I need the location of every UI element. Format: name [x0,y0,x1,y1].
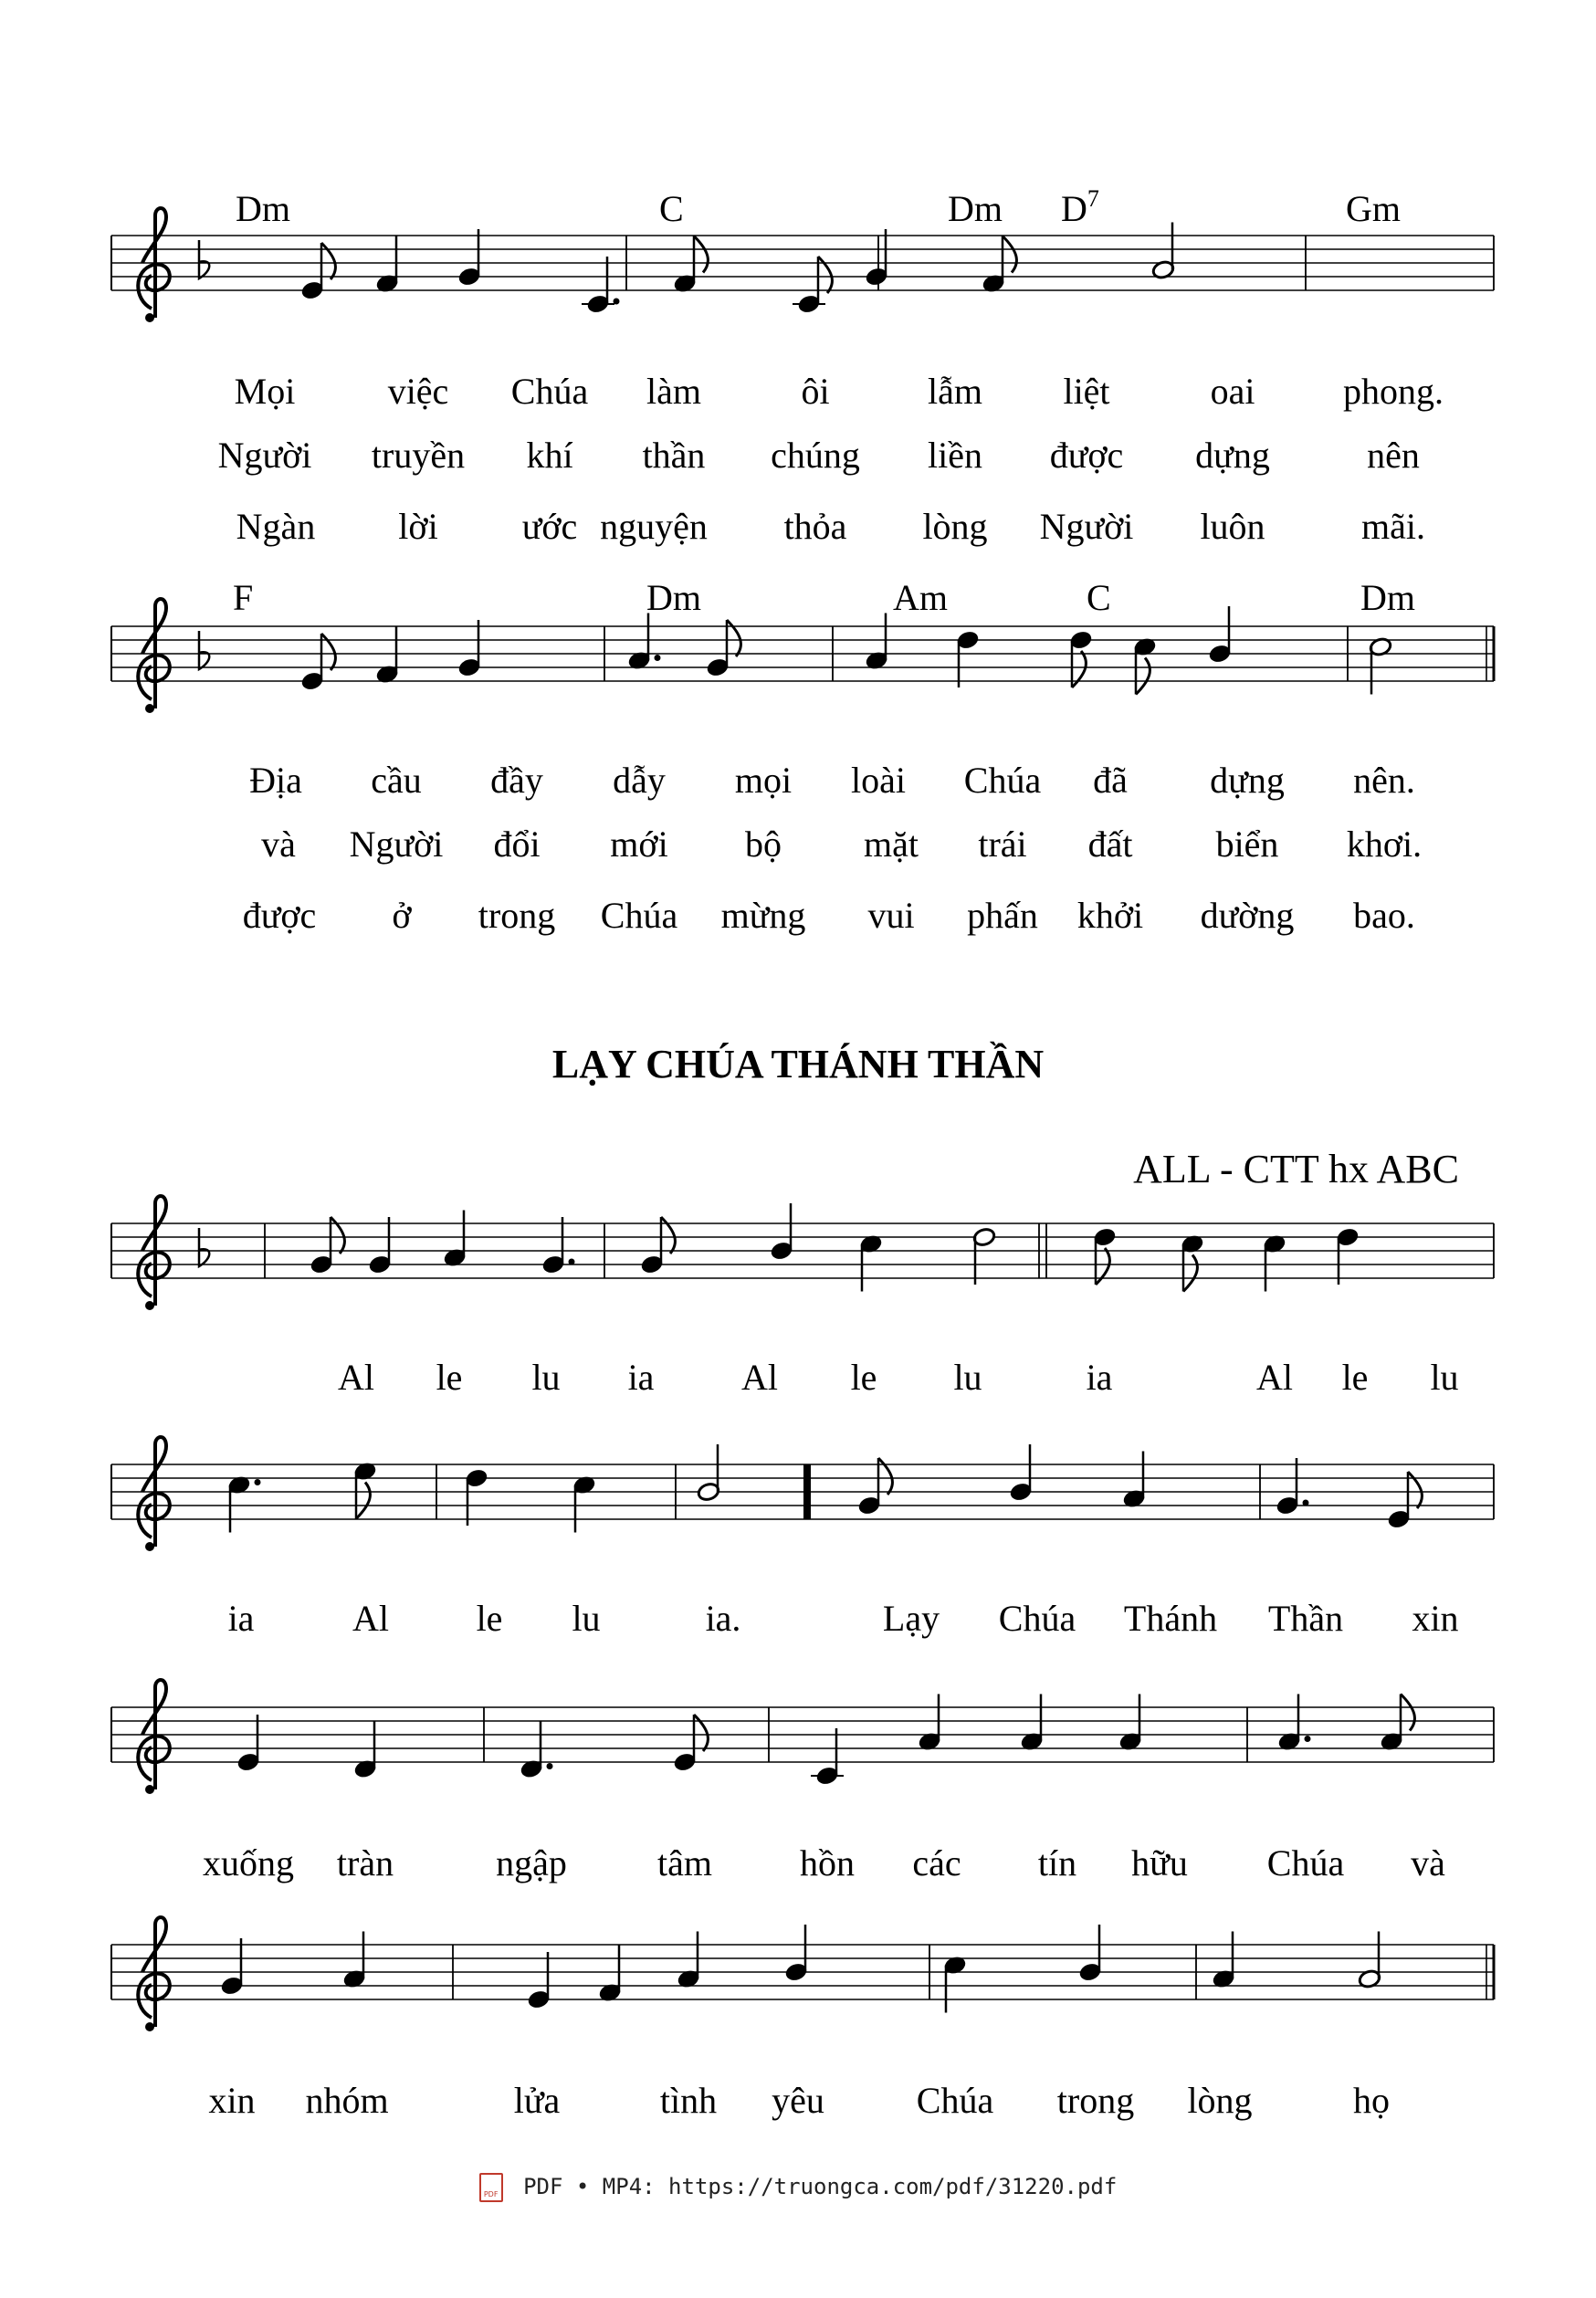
lyric-word: lẫm [928,371,982,412]
lyric-word: Lạy [882,1598,940,1639]
note-flag [321,243,335,279]
lyric-word: mừng [720,895,806,936]
note-flag [1183,1255,1197,1292]
treble-clef-dot [145,313,154,322]
flat-sign-icon [199,631,209,669]
lyric-word: khí [526,435,573,476]
lyric-word: được [242,895,317,936]
note-flag [331,1217,344,1254]
lyric-word: xin [208,2080,256,2121]
lyric-word: le [436,1357,463,1398]
lyric-word: nhóm [305,2080,389,2121]
lyric-word: Chúa [600,895,678,936]
staff-system-6 [111,1917,1494,2121]
lyric-word: tình [659,2080,718,2121]
lyric-word: Chúa [963,760,1042,801]
lyric-word: mãi. [1361,506,1425,547]
lyric-word: cầu [371,760,422,801]
note-flag [1072,651,1086,687]
staff-system-4 [111,1437,1494,1639]
note-flag [878,1458,892,1495]
lyric-word: le [850,1357,877,1398]
lyric-word: xuống [203,1842,294,1884]
lyric-word: vui [867,895,915,936]
chord-symbol: Am [893,577,948,618]
lyric-word: bộ [745,824,782,865]
lyric-word: mới [610,824,668,865]
lyric-word: lòng [922,506,988,547]
lyric-word: khơi. [1346,824,1423,865]
lyric-word: Người [349,824,444,865]
song-title: LẠY CHÚA THÁNH THẦN [551,1042,1045,1086]
lyric-word: đầy [490,760,543,801]
lyric-word: nguyện [600,506,708,547]
lyric-word: dẫy [613,760,666,801]
lyric-word: luôn [1200,506,1265,547]
chord-symbol: $D^7$ [1061,185,1099,229]
lyric-word: Ngàn [236,506,316,547]
lyric-word: ở [392,895,412,936]
lyric-word: trái [978,824,1027,865]
lyric-word: trong [478,895,556,936]
lyric-word: oai [1210,371,1255,412]
lyric-word: Người [217,435,312,476]
lyric-word: Mọi [234,371,296,412]
note-flag [356,1483,370,1519]
lyric-word: Thánh [1123,1598,1218,1639]
note-dot [569,1259,575,1265]
heavy-bar-line [803,1464,811,1519]
lyric-word: liệt [1063,371,1110,412]
lyric-word: Al [352,1598,389,1639]
lyric-word: Al [338,1357,374,1398]
note-dot [1305,1736,1311,1742]
lyric-word: và [1411,1842,1445,1884]
treble-clef-dot [145,1785,154,1794]
lyric-word: truyền [371,435,466,476]
note-flag [321,634,335,670]
footer[interactable] [0,2173,1596,2202]
lyric-word: bao. [1353,895,1415,936]
lyric-word: loài [851,760,906,801]
flat-sign-icon [199,1228,209,1266]
treble-clef-dot [145,704,154,713]
lyric-word: tâm [657,1842,712,1884]
chord-superscript: 7 [1087,185,1099,212]
staff-system-5 [111,1680,1494,1884]
lyric-word: đổi [493,824,541,865]
chord-symbol: Dm [948,188,1003,229]
chord-symbol: Dm [1360,577,1415,618]
lyric-word: họ [1353,2080,1390,2121]
chord-symbol: Gm [1346,188,1401,229]
lyric-word: lu [953,1357,982,1398]
lyric-word: trong [1056,2080,1135,2121]
lyric-word: lửa [513,2080,561,2121]
lyric-word: tràn [336,1842,394,1884]
lyric-word: liền [928,435,982,476]
note-flag [694,1715,708,1751]
lyric-word: le [1341,1357,1369,1398]
lyric-word: việc [387,371,449,412]
lyric-word: ia [227,1598,255,1639]
footer-link[interactable]: PDF • MP4: https://truongca.com/pdf/31220.pdf [523,2174,1118,2199]
chord-symbol: C [659,188,684,229]
note-flag [661,1217,675,1254]
lyric-word: đất [1087,824,1133,865]
lyric-word: mọi [734,760,793,801]
lyric-word: được [1049,435,1124,476]
note-flag [1408,1472,1422,1508]
lyric-word: ước [521,506,578,547]
lyric-word: Chúa [510,371,589,412]
lyric-word: Al [741,1357,778,1398]
composer-credit: ALL - CTT hx ABC [1133,1147,1459,1191]
lyric-word: lu [572,1598,601,1639]
lyric-word: hồn [800,1842,855,1884]
lyric-word: Địa [249,760,302,801]
lyric-word: xin [1412,1598,1459,1639]
note-flag [694,236,708,273]
lyric-word: khởi [1076,895,1144,936]
lyric-word: Người [1039,506,1134,547]
lyric-word: lòng [1187,2080,1253,2121]
lyric-word: dường [1200,895,1295,936]
staff-system-3 [111,1196,1494,1398]
lyric-word: biển [1215,824,1279,865]
lyric-word: yêu [772,2080,824,2121]
lyric-word: và [261,824,296,865]
lyric-word: ôi [801,371,830,412]
treble-clef-dot [145,1542,154,1551]
lyric-word: tín [1037,1842,1077,1884]
lyric-word: làm [646,371,701,412]
lyric-word: phong. [1343,371,1444,412]
staff-system-1 [111,185,1494,547]
lyric-word: chúng [771,435,860,476]
lyric-word: Chúa [998,1598,1076,1639]
note-flag [1136,658,1150,695]
lyric-word: le [476,1598,503,1639]
flat-sign-icon [199,240,209,278]
chord-symbol: Dm [646,577,701,618]
note-dot [1303,1500,1309,1506]
note-dot [547,1763,553,1769]
staff-system-2 [111,577,1494,936]
lyric-word: ngập [496,1842,567,1884]
lyric-word: các [912,1842,961,1884]
lyric-word: phấn [967,895,1038,936]
lyric-word: Al [1256,1357,1293,1398]
lyric-word: Chúa [1266,1842,1345,1884]
lyric-word: lu [531,1357,561,1398]
pdf-icon[interactable]: PDF [479,2173,503,2202]
lyric-word: Thần [1267,1598,1344,1639]
note-flag [1003,236,1016,273]
lyric-word: ia [627,1357,655,1398]
note-flag [818,257,832,293]
lyric-word: ia [1086,1357,1113,1398]
lyric-word: thần [642,435,706,476]
lyric-word: lời [398,506,438,547]
treble-clef-dot [145,2022,154,2031]
lyric-word: Chúa [916,2080,994,2121]
lyric-word: đã [1093,760,1128,801]
lyric-word: nên [1367,435,1420,476]
chord-symbol: Dm [236,188,290,229]
lyric-word: nên. [1353,760,1415,801]
note-flag [1096,1248,1109,1285]
lyric-word: dựng [1210,760,1285,801]
treble-clef-dot [145,1301,154,1310]
lyric-word: mặt [864,824,919,865]
lyric-word: lu [1430,1357,1459,1398]
lyric-word: thỏa [783,506,847,547]
note-flag [727,620,740,656]
lyric-word: ia. [705,1598,741,1639]
note-dot [255,1479,261,1485]
lyric-word: hữu [1131,1842,1188,1884]
note-dot [655,655,661,661]
chord-symbol: F [233,577,254,618]
chord-symbol: C [1087,577,1111,618]
note-flag [1401,1695,1414,1731]
lyric-word: dựng [1195,435,1270,476]
